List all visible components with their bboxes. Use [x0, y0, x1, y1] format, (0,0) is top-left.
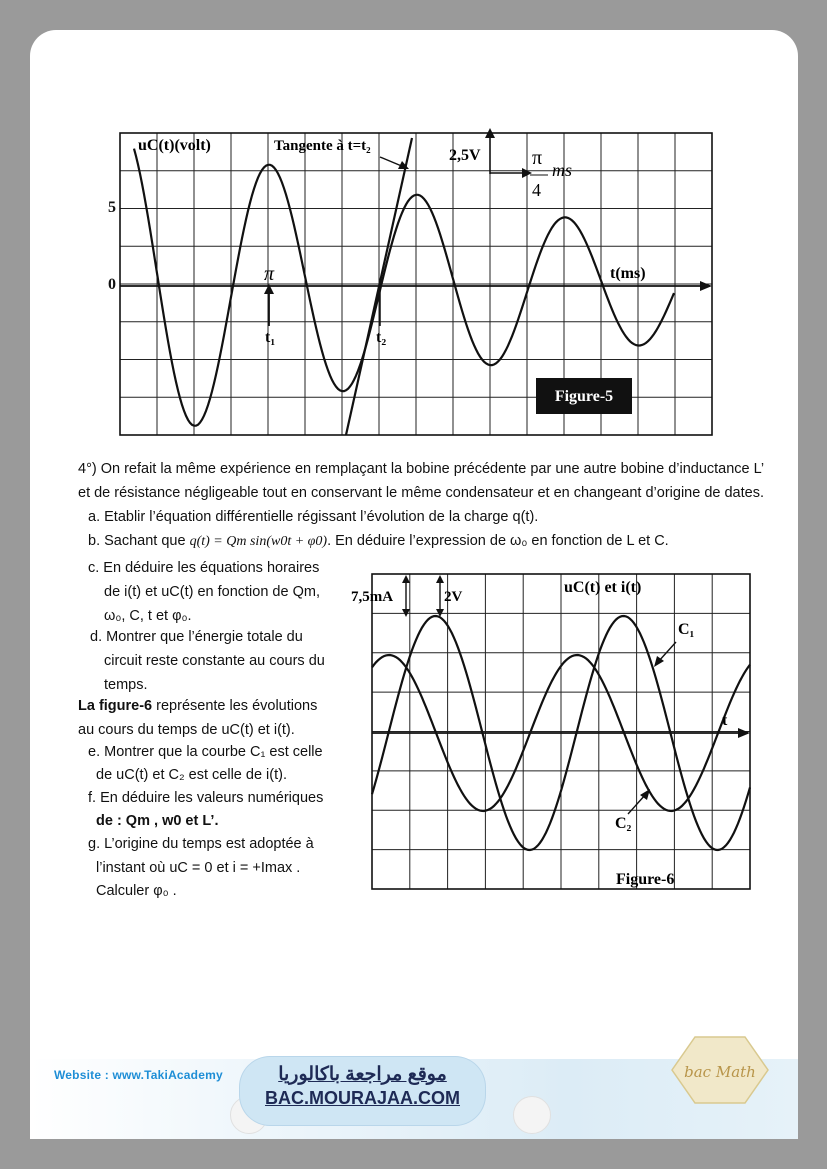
tick-5: 5 — [108, 199, 116, 216]
c2-label: C₂ — [615, 815, 632, 832]
question-a: a. Etablir l’équation différentielle régissant l’évolution de la charge q(t). — [88, 509, 539, 525]
website-link[interactable]: Website : www.TakiAcademy — [54, 1068, 223, 1082]
figure-6-caption: Figure-6 — [616, 871, 675, 888]
c1-label: C₁ — [678, 621, 695, 638]
figure-5 — [118, 130, 718, 440]
y-axis-label: uC(t)(volt) — [138, 137, 211, 154]
question-g-2: l’instant où uC = 0 et i = +Imax . — [96, 860, 301, 876]
question-e-2: de uC(t) et C₂ est celle de i(t). — [96, 767, 287, 783]
figure-6-title: uC(t) et i(t) — [564, 579, 642, 596]
question-d-2: circuit reste constante au cours du — [104, 653, 325, 669]
scale-t-num: π — [532, 147, 543, 169]
question-d-1: d. Montrer que l’énergie totale du — [90, 629, 303, 645]
scale-t-unit: ms — [552, 160, 573, 180]
tick-0: 0 — [108, 276, 116, 293]
question-b-pre: b. Sachant que — [88, 533, 186, 549]
banner-url[interactable]: BAC.MOURAJAA.COM — [265, 1088, 460, 1108]
question-g-3: Calculer φ₀ . — [96, 883, 177, 899]
scale-u-label: 2V — [444, 589, 463, 605]
figure-6 — [351, 572, 752, 892]
bac-math-badge-icon — [670, 1035, 770, 1105]
question-b — [88, 529, 669, 554]
question-f-1: f. En déduire les valeurs numériques — [88, 790, 324, 806]
figure-6-intro-rest: représente les évolutions — [152, 698, 318, 714]
question-c-3: ω₀, C, t et φ₀. — [104, 608, 192, 624]
pi-label: π — [264, 263, 275, 285]
figure-6-intro — [78, 694, 317, 718]
scale-v-label: 2,5V — [449, 147, 481, 164]
figure-6-intro-2: au cours du temps de uC(t) et i(t). — [78, 722, 295, 738]
badge-text: bac Math — [684, 1063, 756, 1081]
tangent-label: Tangente à t=t₂ — [274, 138, 371, 154]
t2-label: t₂ — [376, 329, 387, 346]
question-c-2: de i(t) et uC(t) en fonction de Qm, — [104, 584, 320, 600]
x-axis-label: t(ms) — [610, 265, 646, 282]
t1-label: t₁ — [265, 329, 276, 346]
site-banner[interactable] — [240, 1057, 485, 1125]
question-e-1: e. Montrer que la courbe C₁ est celle — [88, 744, 323, 760]
right-logo-icon — [513, 1096, 551, 1134]
question-d-3: temps. — [104, 677, 148, 693]
question-line-2: et de résistance négligeable tout en conservant le même condensateur et en changeant d’origine de dates. — [78, 485, 764, 501]
t-axis-label: t — [722, 712, 728, 729]
question-line-1: 4°) On refait la même expérience en remplaçant la bobine précédente par une autre bobine d’inductance L’ — [78, 461, 765, 477]
scale-t-den: 4 — [532, 180, 541, 200]
scale-i-label: 7,5mA — [351, 589, 394, 605]
banner-arabic: موقع مراجعة باكالوريا — [278, 1064, 447, 1085]
figure-5-caption: Figure-5 — [554, 388, 614, 405]
question-g-1: g. L’origine du temps est adoptée à — [88, 836, 314, 852]
figure-6-ref: La figure-6 — [78, 698, 153, 714]
question-b-post: . En déduire l’expression de ω₀ en fonction de L et C. — [327, 533, 669, 549]
question-b-formula: q(t) = Qm sin(w0t + φ0) — [189, 534, 328, 549]
question-c-1: c. En déduire les équations horaires — [88, 560, 320, 576]
question-f-2: de : Qm , w0 et L’. — [96, 813, 219, 829]
